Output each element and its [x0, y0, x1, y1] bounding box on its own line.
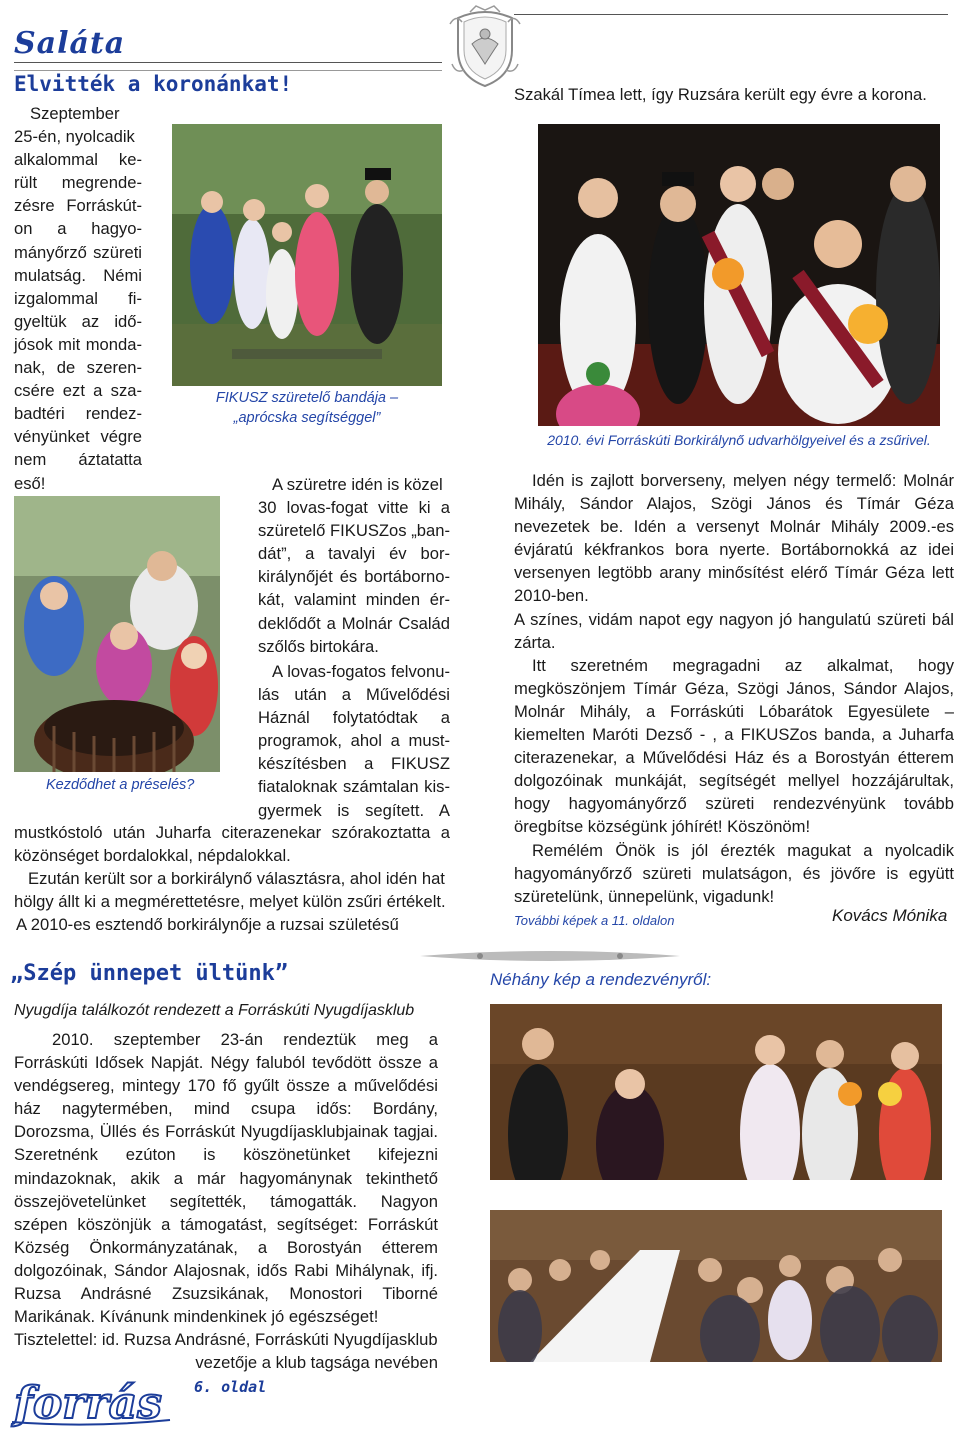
photo-children-press	[14, 496, 220, 772]
author: Kovács Mónika	[832, 906, 948, 925]
forras-logo	[10, 1372, 180, 1428]
mid-line: Háznál folytatódtak a	[258, 708, 450, 728]
photo1-caption-line2: „aprócska segítséggel”	[233, 410, 381, 426]
mid-line: A lovas-fogatos felvonu-	[272, 662, 450, 681]
article2-sign-line2: vezetője a klub tagsága nevében	[195, 1353, 438, 1373]
photo3-caption: 2010. évi Forráskúti Borkirálynő udvarhölgyeivel és a zsűrivel.	[547, 432, 931, 448]
mid-line: A szüretre idén is közel	[272, 475, 443, 494]
mid-line: lás után a Művelődési	[258, 685, 450, 705]
photo-seniors-dining	[490, 1210, 942, 1362]
page-number: 6. oldal	[194, 1378, 267, 1396]
article2-body-para: 2010. szeptember 23-án rendeztük meg a Forráskúti Idősek Napját. Négy faluból tevődött össze a vendégsereg, mintegy 170 fő gyűlt össze a művelődési ház nagytermében, mind csupa idős: Bordány, Dorozsma, Üllés és Forráskút Nyugdíjasklubjainak tagjai. Szeretnénk ezúton is köszönetünket kifejezni mindazoknak, akik a már hagyománynak tekinthető összejövetelünket segítették, támogatták. Nagyon szépen köszönjük a támogatást, segítséget: Forráskút Község Önkormányzatának, a Borostyán étterem dolgozóinak, Sándor Alajosnak, idős Rabi Mihálynak, ifj. Ruzsa Andrásné Zsuzsikának, Monostori Tiborné Marikának. Kívánunk mindenkinek jó egészséget!	[14, 1030, 438, 1327]
mid-line: szüretelő FIKUSZos „ban-	[258, 521, 450, 541]
bottom-line: közönséget bordalokkal, népdalokkal.	[14, 846, 291, 866]
mid-line: 30 lovas-fogat vitte ki a	[258, 498, 450, 518]
bottom-line: hölgy állt ki a megmérettetésre, melyet külön zsűri értékelt.	[14, 892, 446, 912]
photo1-caption-line1: FIKUSZ szüretelő bandája –	[215, 390, 399, 406]
right-top-line: Szakál Tímea lett, így Ruzsára került egy évre a korona.	[514, 85, 927, 104]
intro-line: nak, de szeren-	[14, 358, 142, 378]
intro-line: zésre Forráskút-	[14, 196, 142, 216]
intro-line: rült megrende-	[14, 173, 142, 193]
intro-line: jósok mit monda-	[14, 334, 142, 354]
mid-line: programok, ahol a must-	[258, 731, 450, 751]
ornament-divider	[420, 946, 680, 966]
article1-mid-para2	[258, 660, 450, 822]
photo-seniors-speech	[490, 1004, 942, 1180]
article1-mid-para1	[258, 473, 450, 658]
bottom-line: A 2010-es esztendő borkirálynője a ruzsai születésű	[16, 915, 399, 935]
photo-wine-queen	[538, 124, 940, 426]
intro-line: on a hagyo-	[14, 219, 142, 239]
mid-line: deklődőt a Molnár Család	[258, 613, 450, 633]
intro-line: mányőrző szüreti	[14, 242, 142, 262]
intro-line: gyeltük az idő-	[14, 311, 142, 331]
right-para2: A színes, vidám napot egy nagyon jó hangulatú szüreti bál zárta.	[514, 609, 954, 652]
section-title: Saláta	[14, 26, 126, 61]
mid-line: gyermek is segített. A	[258, 800, 450, 820]
intro-line: nem áztatatta eső!	[14, 450, 142, 493]
article1-right-text	[514, 469, 954, 908]
coat-of-arms-icon	[446, 4, 524, 90]
photo1-caption	[172, 388, 442, 428]
intro-line: alkalommal ke-	[14, 150, 142, 170]
mid-line: kát, valamint minden ér-	[258, 590, 450, 610]
header-rule-left	[14, 62, 442, 63]
right-para1: Idén is zajlott borverseny, melyen négy termelő: Molnár Mihály, Sándor Alajos, Szögi János és Tímár Géza nevezetek be. Idén a versenyt Molnár Mihály 2009.-es évjáratú kékfrankos bora nyerte. Bortábornokká az idei versenyen legtöbb arany minősítést elérő Tímár Géza lett 2010-ben.	[514, 471, 954, 606]
intro-line: vényünket végre	[14, 427, 142, 447]
mid-line: királynőjét és bortáborno-	[258, 567, 450, 587]
intro-line: mulatság. Némi	[14, 265, 142, 285]
mid-line: dát”, a tavalyi év bor-	[258, 544, 450, 564]
article2-body	[14, 1028, 438, 1374]
article2-headline: „Szép ünnepet ültünk”	[10, 961, 289, 986]
right-para3: Itt szeretném megragadni az alkalmat, hogy megköszönjem Tímár Géza, Szögi János, Sándor Alajos, Molnár Mihály, a Forráskúti Lóbarátok Egyesülete – kiemelten Maróti Dezső - , a FIKUSZos banda, a Juharfa citerazenekar, a Művelődési Ház és a Borostyán étterem dolgozóinak munkáját, segítségét mellyel hozzájárultak, hogy hagyományőrző szüreti rendezvényünk tovább öregbítse községünk jóhírét! Köszönöm!	[514, 655, 954, 837]
mid-line: készítésben a FIKUSZ	[258, 754, 450, 774]
header-rule-left-2	[14, 70, 442, 71]
article1-intro	[14, 102, 142, 495]
intro-line: Szeptember	[30, 104, 120, 123]
article2-sign-line1: Tisztelettel: id. Ruzsa Andrásné, Forráskúti Nyugdíjasklub	[14, 1330, 438, 1350]
right-para4: Remélém Önök is jól érezték magukat a nyolcadik hagyományőrző szüreti mulatságon, és jövőre is együtt szüretelünk, ünnepelünk, vigadunk!	[514, 840, 954, 906]
bottom-line: mustkóstoló után Juharfa citerazenekar szórakoztatta a	[14, 823, 450, 842]
photo2-caption: Kezdődhet a préselés?	[46, 777, 195, 793]
intro-line: 25-én, nyolcadik	[14, 127, 135, 147]
article1-bottom	[14, 821, 450, 936]
intro-line: csére ezt a sza-	[14, 381, 142, 401]
intro-line: izgalommal fi-	[14, 288, 142, 308]
intro-line: badtéri rendez-	[14, 404, 142, 424]
forras-logo-text: forrás	[14, 1378, 162, 1428]
header-rule-right	[514, 14, 948, 15]
photo-harvest-band	[172, 124, 442, 386]
article1-headline: Elvitték a koronánkat!	[14, 72, 293, 96]
bottom-line: Ezután került sor a borkirálynő választásra, ahol idén hat	[28, 869, 445, 889]
more-photos-link[interactable]: További képek a 11. oldalon	[514, 913, 675, 928]
article2-subtitle: Nyugdíja találkozót rendezett a Forráskúti Nyugdíjasklub	[14, 1002, 415, 1019]
photos-caption: Néhány kép a rendezvényről:	[490, 970, 712, 989]
mid-line: fiataloknak számtalan kis-	[258, 777, 450, 797]
mid-line: szőlős birtokára.	[258, 636, 379, 656]
